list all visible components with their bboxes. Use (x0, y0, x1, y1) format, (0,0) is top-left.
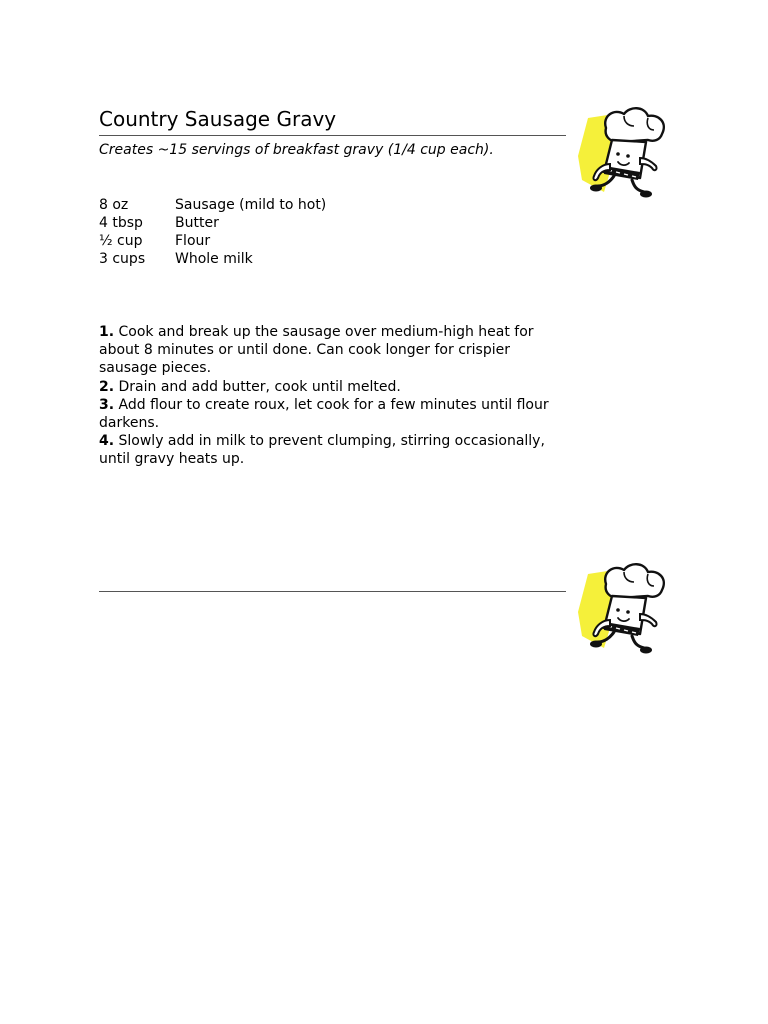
instruction-step (99, 396, 549, 432)
step-text: Add flour to create roux, let cook for a few minutes until flour darkens. (99, 396, 549, 432)
step-number: 1. (99, 324, 115, 340)
ingredient-quantity: ½ cup (99, 233, 143, 249)
ingredient-row (99, 250, 326, 268)
step-text: Drain and add butter, cook until melted. (118, 378, 401, 395)
ingredient-name: Whole milk (175, 251, 253, 267)
instruction-step (99, 323, 549, 378)
recipe-title: Country Sausage Gravy (99, 107, 337, 131)
ingredient-list (99, 196, 326, 268)
step-number: 2. (99, 378, 115, 395)
ingredient-quantity: 4 tbsp (99, 215, 143, 231)
ingredient-row (99, 232, 326, 250)
instruction-step (99, 378, 549, 396)
ingredient-name: Flour (175, 233, 211, 249)
chef-figure (578, 564, 664, 653)
ingredient-quantity: 3 cups (99, 251, 146, 267)
ingredient-quantity: 8 oz (99, 197, 129, 213)
step-text: Slowly add in milk to prevent clumping, stirring occasionally, until gravy heats up. (99, 433, 545, 468)
ingredient-row (99, 214, 326, 232)
chef-clipart-icon (574, 562, 670, 658)
instruction-list (99, 323, 549, 469)
chef-figure (578, 108, 664, 197)
title-divider (99, 135, 566, 136)
ingredient-row (99, 196, 326, 214)
recipe-subtitle: Creates ~15 servings of breakfast gravy (1/4 cup each). (99, 142, 494, 158)
ingredient-name: Butter (175, 215, 219, 231)
instruction-step (99, 432, 549, 468)
footer-divider (99, 591, 566, 592)
chef-clipart-icon (574, 106, 670, 202)
ingredient-name: Sausage (mild to hot) (175, 197, 327, 213)
step-number: 3. (99, 396, 115, 413)
step-number: 4. (99, 433, 115, 450)
step-text: Cook and break up the sausage over medium-high heat for about 8 minutes or until done. Can cook longer for crispier sausage pieces. (99, 324, 534, 377)
